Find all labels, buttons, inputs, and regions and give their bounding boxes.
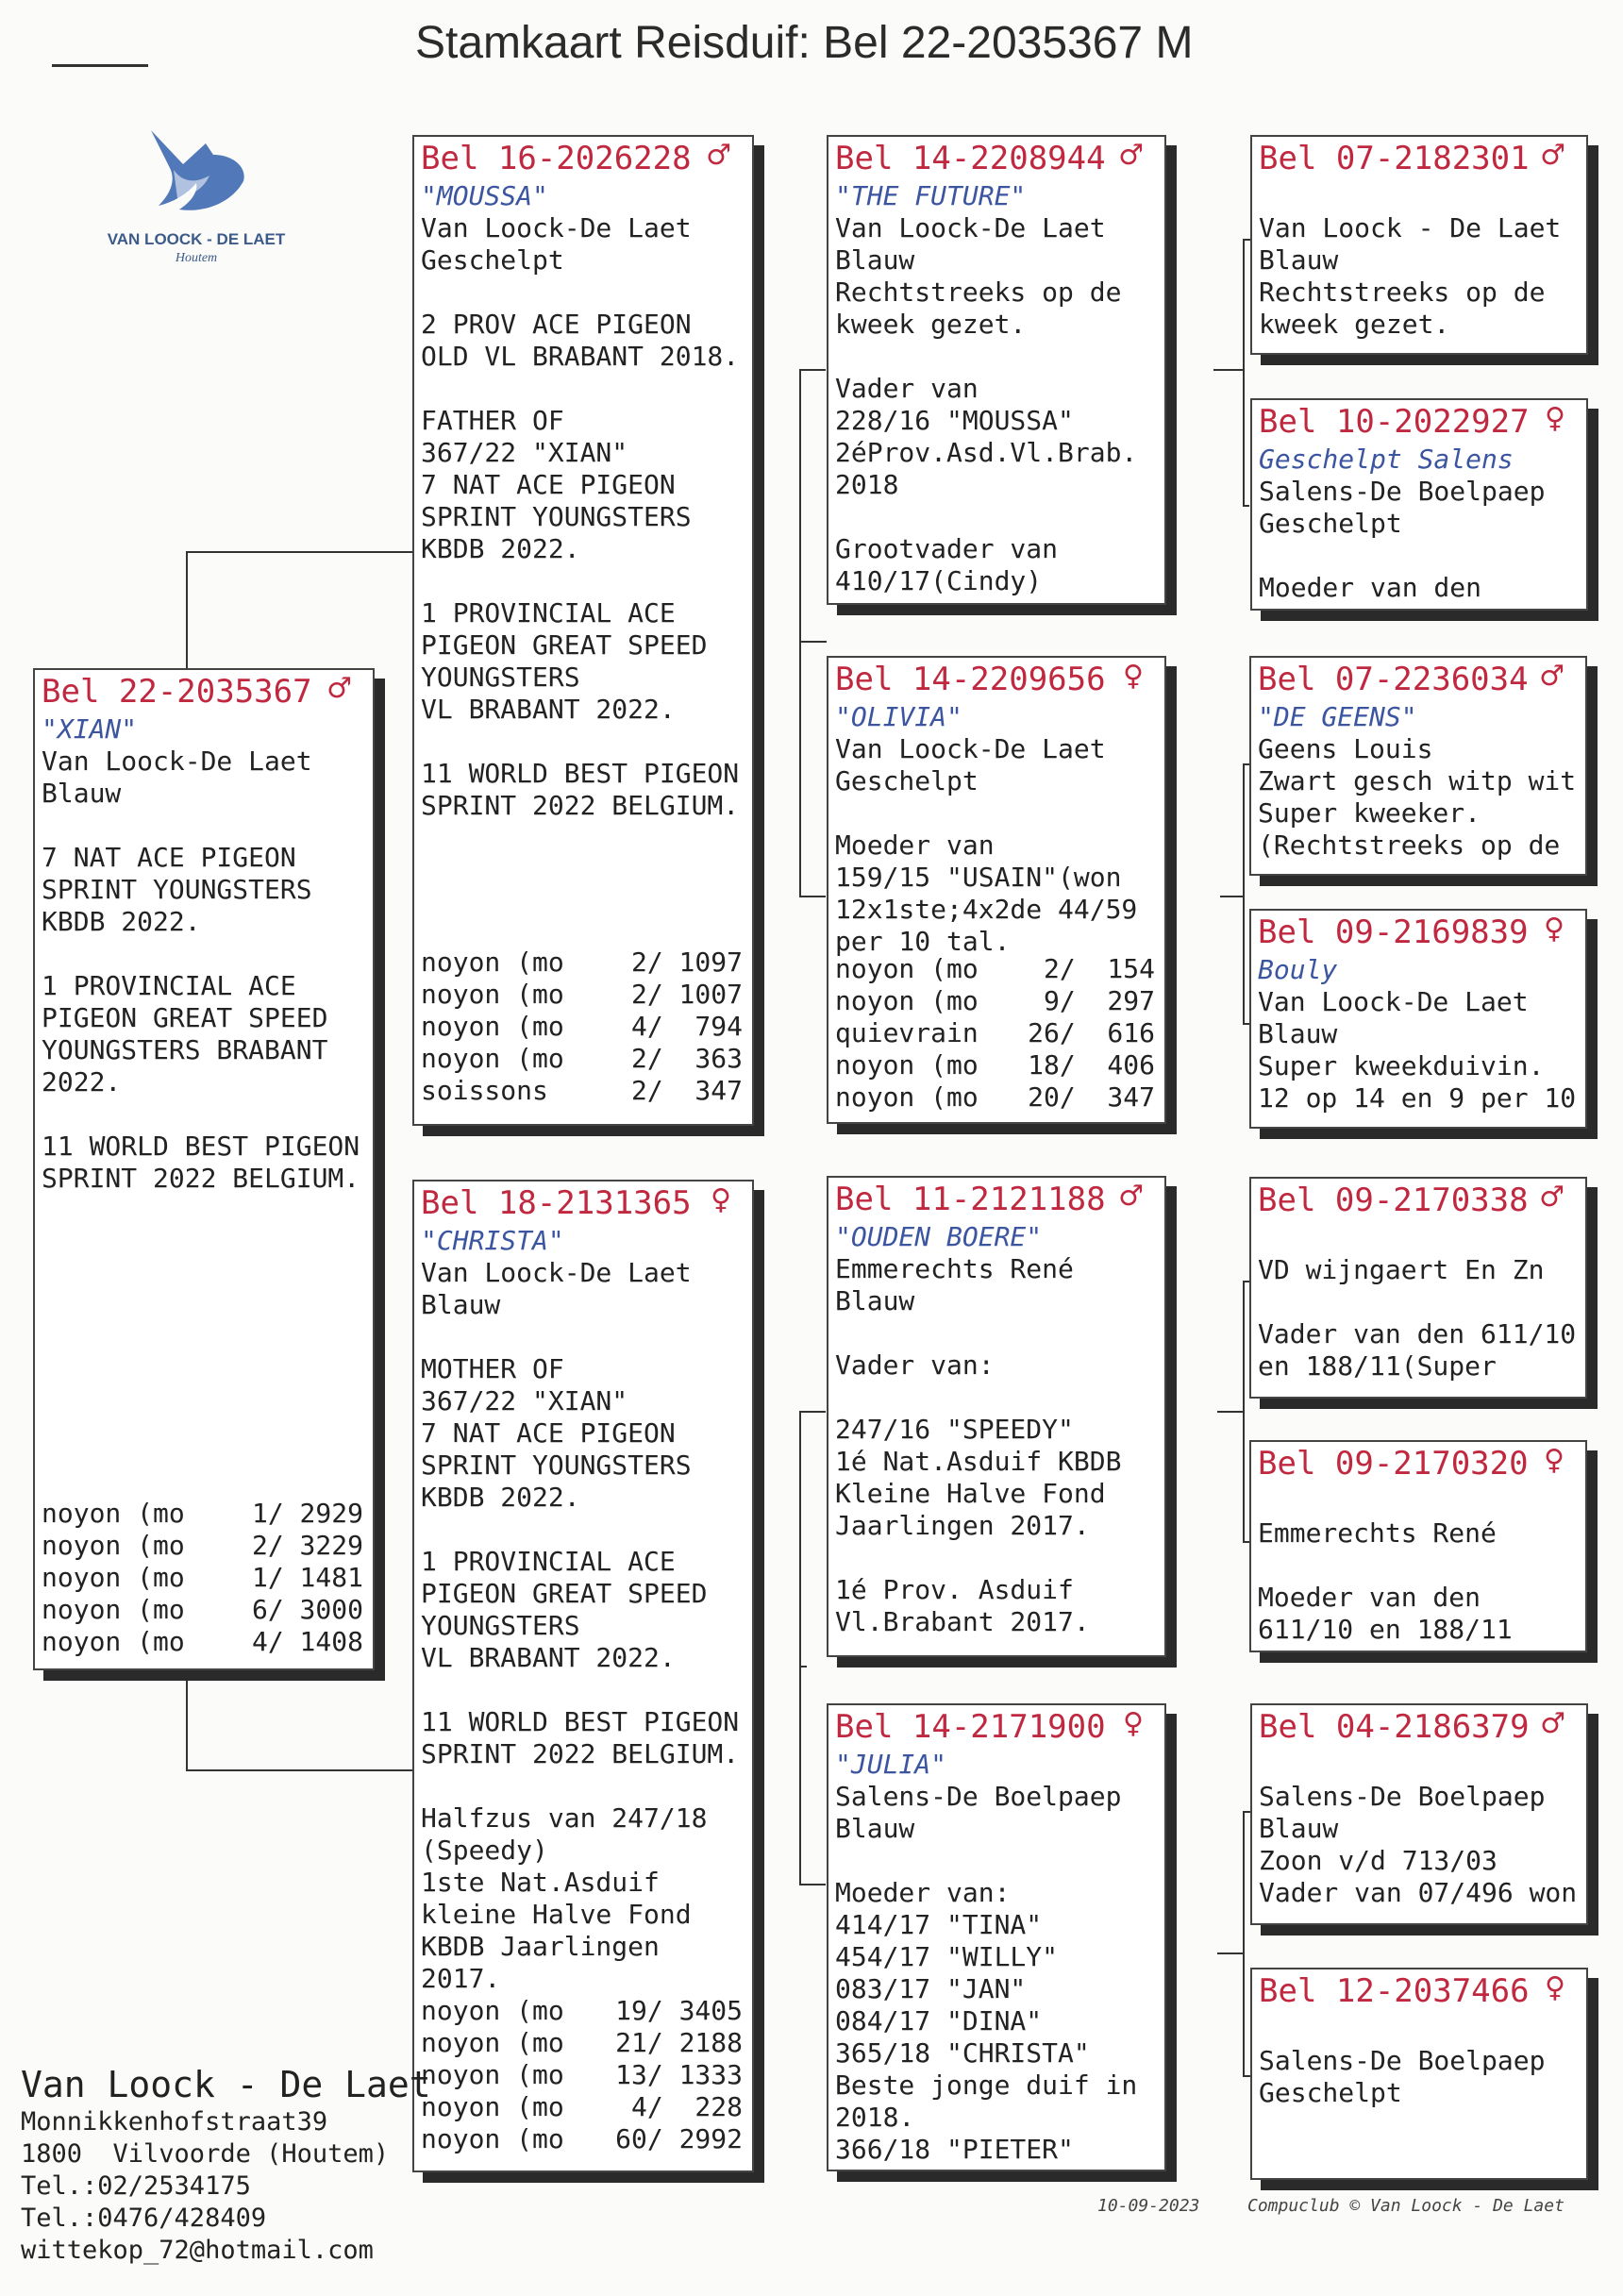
race-results	[835, 953, 1155, 1114]
card-line: Van Loock-De Laet	[835, 733, 1106, 764]
result-row	[421, 947, 743, 979]
card-line: 367/22 "XIAN"	[421, 437, 628, 468]
race-name: noyon (mo	[421, 1043, 564, 1074]
card-line: 083/17 "JAN"	[835, 1973, 1027, 2004]
card-line	[835, 1845, 1164, 1877]
race-placing: 6/ 3000	[251, 1594, 363, 1625]
race-results	[421, 1995, 743, 2155]
race-placing: 19/ 3405	[615, 1995, 743, 2026]
card-line: FATHER OF	[421, 405, 564, 436]
pigeon-name: "JULIA"	[835, 1749, 947, 1780]
card-line: VL BRABANT 2022.	[421, 1642, 676, 1673]
card-line: SPRINT YOUNGSTERS	[421, 1450, 692, 1481]
card-line: KBDB 2022.	[421, 1482, 580, 1513]
pedigree-card-fmm	[1249, 909, 1587, 1129]
card-line: Vader van:	[835, 1349, 995, 1381]
card-line: PIGEON GREAT SPEED	[421, 1578, 708, 1609]
card-line: Geens Louis	[1258, 733, 1433, 764]
race-results	[421, 947, 743, 1107]
race-placing: 2/ 1007	[630, 979, 743, 1010]
owner-line: Tel.:0476/428409	[21, 2204, 267, 2233]
race-placing: 4/ 794	[630, 1011, 743, 1042]
card-line: SPRINT 2022 BELGIUM.	[42, 1163, 360, 1194]
card-line: Emmerechts René	[1258, 1517, 1497, 1549]
race-placing: 1/ 1481	[251, 1562, 363, 1593]
race-placing: 26/ 616	[1028, 1017, 1155, 1048]
pedigree-card-mm	[827, 1703, 1166, 2171]
card-line: 11 WORLD BEST PIGEON	[421, 1706, 740, 1737]
card-line: Blauw	[1259, 1813, 1339, 1844]
pigeon-name: Geschelpt Salens	[1259, 444, 1514, 475]
card-line: KBDB Jaarlingen	[421, 1931, 660, 1962]
card-line: Vader van 07/496 won	[1259, 1877, 1578, 1908]
owner-line: Tel.:02/2534175	[21, 2171, 251, 2201]
result-row	[421, 979, 743, 1011]
card-line: per 10 tal.	[835, 926, 1011, 957]
card-line: 228/16 "MOUSSA"	[835, 405, 1074, 436]
pedigree-card-father	[412, 135, 754, 1126]
card-line: kweek gezet.	[1259, 309, 1450, 340]
pedigree-card-ffm	[1250, 398, 1588, 611]
card-line: Moeder van den	[1258, 1582, 1481, 1613]
card-line	[835, 1317, 1164, 1349]
card-line: 2018	[835, 469, 899, 500]
race-placing: 18/ 406	[1028, 1049, 1155, 1081]
pedigree-card-mother	[412, 1180, 754, 2172]
race-placing: 4/ 228	[615, 2091, 743, 2122]
race-name: noyon (mo	[835, 1081, 979, 1113]
card-line: 2017.	[421, 1963, 501, 1994]
card-line: PIGEON GREAT SPEED	[421, 629, 708, 661]
pedigree-card-mmf	[1250, 1703, 1588, 1925]
card-line	[421, 1321, 752, 1353]
card-line: Van Loock-De Laet	[421, 1257, 692, 1288]
pigeon-name: "CHRISTA"	[421, 1225, 564, 1256]
card-line: Geschelpt	[421, 244, 564, 276]
result-row	[421, 2091, 743, 2123]
result-row	[42, 1594, 363, 1626]
result-row	[835, 1081, 1155, 1114]
pigeon-name	[1258, 1222, 1585, 1254]
card-line	[42, 938, 373, 970]
pedigree-card-mff	[1249, 1177, 1587, 1399]
race-placing: 2/ 1097	[630, 947, 743, 978]
ring-number: Bel 14-2208944	[835, 140, 1106, 177]
ring-number: Bel 18-2131365	[421, 1184, 692, 1222]
card-line: 12 op 14 en 9 per 10	[1258, 1082, 1577, 1114]
card-line: 365/18 "CHRISTA"	[835, 2037, 1090, 2069]
race-placing: 20/ 347	[1028, 1081, 1155, 1113]
result-row	[421, 2123, 743, 2155]
ring-number: Bel 14-2171900	[835, 1708, 1106, 1746]
card-line: Blauw	[1258, 1018, 1338, 1049]
card-line: Van Loock - De Laet	[1259, 212, 1562, 243]
race-name: noyon (mo	[42, 1594, 185, 1625]
card-line: Van Loock-De Laet	[1258, 986, 1529, 1017]
card-line: Zwart gesch witp wit	[1258, 765, 1577, 796]
card-line: Blauw	[42, 778, 122, 809]
female-icon: ♀	[1123, 660, 1144, 693]
card-line: Salens-De Boelpaep	[1259, 2045, 1546, 2076]
ring-number: Bel 22-2035367	[42, 673, 312, 711]
result-row	[42, 1562, 363, 1594]
result-row	[835, 1017, 1155, 1049]
card-line: 247/16 "SPEEDY"	[835, 1414, 1074, 1445]
ring-number: Bel 11-2121188	[835, 1181, 1106, 1218]
race-placing: 9/ 297	[1028, 985, 1155, 1016]
race-name: noyon (mo	[835, 953, 979, 984]
card-line: 12x1ste;4x2de 44/59	[835, 894, 1138, 925]
pigeon-name: "OUDEN BOERE"	[835, 1221, 1043, 1252]
card-line: Salens-De Boelpaep	[1259, 1781, 1546, 1812]
card-line: Kleine Halve Fond	[835, 1478, 1106, 1509]
race-name: noyon (mo	[42, 1626, 185, 1657]
ring-number: Bel 16-2026228	[421, 140, 692, 177]
card-line: en 188/11(Super	[1258, 1350, 1497, 1382]
card-line	[421, 726, 752, 758]
card-line: Rechtstreeks op de	[1259, 277, 1546, 308]
pedigree-card-ff	[827, 135, 1166, 605]
card-line: Vader van den 611/10	[1258, 1318, 1577, 1349]
card-line: Halfzus van 247/18	[421, 1802, 708, 1834]
female-icon: ♀	[1123, 1707, 1144, 1740]
male-icon: ♂	[1540, 1707, 1565, 1740]
card-line: 11 WORLD BEST PIGEON	[421, 758, 740, 789]
card-line: Blauw	[421, 1289, 501, 1320]
logo-subtitle: Houtem	[175, 251, 218, 265]
result-row	[42, 1530, 363, 1562]
card-line: YOUNGSTERS	[421, 662, 580, 693]
card-line: VL BRABANT 2022.	[421, 694, 676, 725]
female-icon: ♀	[711, 1183, 731, 1216]
race-placing: 2/ 154	[1028, 953, 1155, 984]
race-placing: 21/ 2188	[615, 2027, 743, 2058]
card-line: kleine Halve Fond	[421, 1899, 692, 1930]
card-line: SPRINT YOUNGSTERS	[42, 874, 312, 905]
result-row	[42, 1626, 363, 1658]
card-line	[42, 1098, 373, 1131]
card-line: 611/10 en 188/11	[1258, 1614, 1513, 1645]
race-placing: 1/ 2929	[251, 1498, 363, 1529]
female-icon: ♀	[1545, 1971, 1565, 2004]
footer-date: 10-09-2023	[1097, 2196, 1200, 2216]
card-line: MOTHER OF	[421, 1353, 564, 1384]
ring-number: Bel 09-2169839	[1258, 913, 1529, 951]
card-line: 159/15 "USAIN"(won	[835, 862, 1122, 893]
card-line	[421, 1770, 752, 1802]
pedigree-card-fm	[827, 656, 1166, 1124]
result-row	[835, 953, 1155, 985]
male-icon: ♂	[1539, 660, 1564, 693]
logo-name: VAN LOOCK - DE LAET	[107, 230, 286, 248]
card-line: SPRINT 2022 BELGIUM.	[421, 1738, 740, 1769]
ring-number: Bel 12-2037466	[1259, 1972, 1530, 2010]
card-line: Super kweekduivin.	[1258, 1050, 1545, 1081]
race-name: noyon (mo	[421, 947, 564, 978]
card-line	[421, 277, 752, 309]
card-line	[835, 501, 1164, 533]
card-line: 7 NAT ACE PIGEON	[421, 469, 676, 500]
pigeon-name: "THE FUTURE"	[835, 180, 1027, 211]
card-line: YOUNGSTERS	[421, 1610, 580, 1641]
race-name: noyon (mo	[421, 2091, 564, 2122]
card-line: Salens-De Boelpaep	[835, 1781, 1122, 1812]
card-line: 1 PROVINCIAL ACE	[421, 1546, 676, 1577]
card-line: Van Loock-De Laet	[835, 212, 1106, 243]
race-name: noyon (mo	[421, 1011, 564, 1042]
card-line: Geschelpt	[835, 765, 979, 796]
male-icon: ♂	[326, 672, 352, 705]
card-line: Vl.Brabant 2017.	[835, 1606, 1090, 1637]
race-name: noyon (mo	[421, 1995, 564, 2026]
card-line: 7 NAT ACE PIGEON	[42, 842, 296, 873]
owner-address	[21, 1999, 431, 2267]
card-line	[835, 1382, 1164, 1414]
male-icon: ♂	[1540, 139, 1565, 172]
card-line: 2 PROV ACE PIGEON	[421, 309, 692, 340]
card-line: SPRINT YOUNGSTERS	[421, 501, 692, 532]
male-icon: ♂	[706, 139, 731, 172]
race-name: soissons	[421, 1075, 548, 1106]
card-line	[1258, 1286, 1585, 1318]
card-line: Emmerechts René	[835, 1253, 1074, 1284]
result-row	[421, 2027, 743, 2059]
race-name: noyon (mo	[42, 1530, 185, 1561]
ring-number: Bel 09-2170338	[1258, 1182, 1529, 1219]
pigeon-name: "DE GEENS"	[1258, 701, 1417, 732]
card-line: Geschelpt	[1259, 508, 1402, 539]
card-line	[835, 341, 1164, 373]
card-line: 1é Nat.Asduif KBDB	[835, 1446, 1122, 1477]
card-line: Blauw	[835, 244, 915, 276]
card-line: 1 PROVINCIAL ACE	[42, 970, 296, 1001]
card-line: 367/22 "XIAN"	[421, 1385, 628, 1416]
card-line: 2018.	[835, 2102, 915, 2133]
card-line: YOUNGSTERS BRABANT	[42, 1034, 328, 1065]
pigeon-name	[1258, 1485, 1585, 1517]
card-line: Van Loock-De Laet	[42, 746, 312, 777]
pedigree-card-fmf	[1249, 656, 1587, 876]
pigeon-name: "XIAN"	[42, 713, 138, 745]
male-icon: ♂	[1118, 1180, 1144, 1213]
result-row	[421, 1075, 743, 1107]
pigeon-name	[1259, 2013, 1586, 2045]
card-line: (Rechtstreeks op de	[1258, 830, 1561, 861]
card-line	[835, 1542, 1164, 1574]
card-line	[421, 1514, 752, 1546]
card-line: Rechtstreeks op de	[835, 277, 1122, 308]
card-line: 1é Prov. Asduif	[835, 1574, 1074, 1605]
ring-number: Bel 04-2186379	[1259, 1708, 1530, 1746]
card-line	[421, 1674, 752, 1706]
card-line: Blauw	[835, 1813, 915, 1844]
card-line	[835, 797, 1164, 830]
card-line: Jaarlingen 2017.	[835, 1510, 1090, 1541]
card-line: 366/18 "PIETER"	[835, 2134, 1074, 2165]
card-line: Blauw	[1259, 244, 1339, 276]
race-name: noyon (mo	[421, 2059, 564, 2090]
race-name: noyon (mo	[42, 1498, 185, 1529]
result-row	[421, 2059, 743, 2091]
race-name: noyon (mo	[835, 985, 979, 1016]
card-line: 1ste Nat.Asduif	[421, 1867, 660, 1898]
race-name: noyon (mo	[421, 2123, 564, 2154]
card-line: kweek gezet.	[835, 309, 1027, 340]
card-line	[1258, 1550, 1585, 1582]
card-line: KBDB 2022.	[42, 906, 201, 937]
card-line: Zoon v/d 713/03	[1259, 1845, 1498, 1876]
race-placing: 13/ 1333	[615, 2059, 743, 2090]
page-title: Stamkaart Reisduif: Bel 22-2035367 M	[415, 18, 1194, 68]
result-row	[835, 1049, 1155, 1081]
pigeon-name	[1259, 180, 1586, 212]
pedigree-card-mf	[827, 1176, 1166, 1657]
card-line: Salens-De Boelpaep	[1259, 476, 1546, 507]
card-line: 410/17(Cindy)	[835, 565, 1043, 596]
card-line: Moeder van:	[835, 1877, 1011, 1908]
card-line: Super kweeker.	[1258, 797, 1481, 829]
female-icon: ♀	[1544, 913, 1564, 946]
pedigree-card-subject	[33, 668, 375, 1670]
card-line	[421, 565, 752, 597]
result-row	[835, 985, 1155, 1017]
card-line: Moeder van	[835, 830, 995, 861]
male-icon: ♂	[1539, 1181, 1564, 1214]
race-name: noyon (mo	[421, 979, 564, 1010]
race-name: noyon (mo	[421, 2027, 564, 2058]
card-line: Geschelpt	[1259, 2077, 1402, 2108]
card-line: PIGEON GREAT SPEED	[42, 1002, 328, 1033]
card-line: SPRINT 2022 BELGIUM.	[421, 790, 740, 821]
result-row	[421, 1995, 743, 2027]
card-line	[42, 810, 373, 842]
race-name: quievrain	[835, 1017, 979, 1048]
owner-email[interactable]: wittekop_72@hotmail.com	[21, 2236, 374, 2265]
pedigree-card-fff	[1250, 135, 1588, 355]
ring-number: Bel 07-2182301	[1259, 140, 1530, 177]
race-placing: 2/ 347	[630, 1075, 743, 1106]
card-line	[421, 373, 752, 405]
card-line: Van Loock-De Laet	[421, 212, 692, 243]
owner-line: 1800 Vilvoorde (Houtem)	[21, 2139, 390, 2169]
card-line: 11 WORLD BEST PIGEON	[42, 1131, 360, 1162]
card-line: 084/17 "DINA"	[835, 2005, 1043, 2036]
card-line: Moeder van den	[1259, 572, 1482, 603]
result-row	[421, 1043, 743, 1075]
ring-number: Bel 10-2022927	[1259, 403, 1530, 441]
race-placing: 4/ 1408	[251, 1626, 363, 1657]
card-line: 454/17 "WILLY"	[835, 1941, 1059, 1972]
ring-number: Bel 09-2170320	[1258, 1445, 1529, 1483]
race-placing: 2/ 363	[630, 1043, 743, 1074]
owner-line: Monnikkenhofstraat39	[21, 2107, 328, 2137]
pigeon-name: "MOUSSA"	[421, 180, 548, 211]
race-placing: 60/ 2992	[615, 2123, 743, 2154]
female-icon: ♀	[1544, 1444, 1564, 1477]
card-line: 1 PROVINCIAL ACE	[421, 597, 676, 628]
race-name: noyon (mo	[42, 1562, 185, 1593]
card-line: Vader van	[835, 373, 979, 404]
footer-credit: Compuclub © Van Loock - De Laet	[1247, 2196, 1564, 2216]
race-name: noyon (mo	[835, 1049, 979, 1081]
card-line: 7 NAT ACE PIGEON	[421, 1417, 676, 1449]
pigeon-name: Bouly	[1258, 954, 1338, 985]
card-line	[1259, 540, 1586, 572]
owner-name: Van Loock - De Laet	[21, 2064, 431, 2105]
ring-number: Bel 14-2209656	[835, 661, 1106, 698]
card-line: (Speedy)	[421, 1835, 548, 1866]
pedigree-card-mfm	[1249, 1440, 1587, 1652]
result-row	[421, 1011, 743, 1043]
pigeon-name	[1259, 1749, 1586, 1781]
result-row	[42, 1498, 363, 1530]
card-line: Grootvader van	[835, 533, 1059, 564]
card-line: VD wijngaert En Zn	[1258, 1254, 1545, 1285]
male-icon: ♂	[1118, 139, 1144, 172]
card-line: 2022.	[42, 1066, 122, 1098]
race-placing: 2/ 3229	[251, 1530, 363, 1561]
card-line: KBDB 2022.	[421, 533, 580, 564]
ring-number: Bel 07-2236034	[1258, 661, 1529, 698]
female-icon: ♀	[1545, 402, 1565, 435]
pedigree-card-mmm	[1250, 1968, 1588, 2180]
card-line: OLD VL BRABANT 2018.	[421, 341, 740, 372]
card-line: 2éProv.Asd.Vl.Brab.	[835, 437, 1138, 468]
pigeon-name: "OLIVIA"	[835, 701, 962, 732]
card-line: Beste jonge duif in	[835, 2070, 1138, 2101]
card-line: Blauw	[835, 1285, 915, 1316]
card-line: 414/17 "TINA"	[835, 1909, 1043, 1940]
race-results	[42, 1498, 363, 1658]
